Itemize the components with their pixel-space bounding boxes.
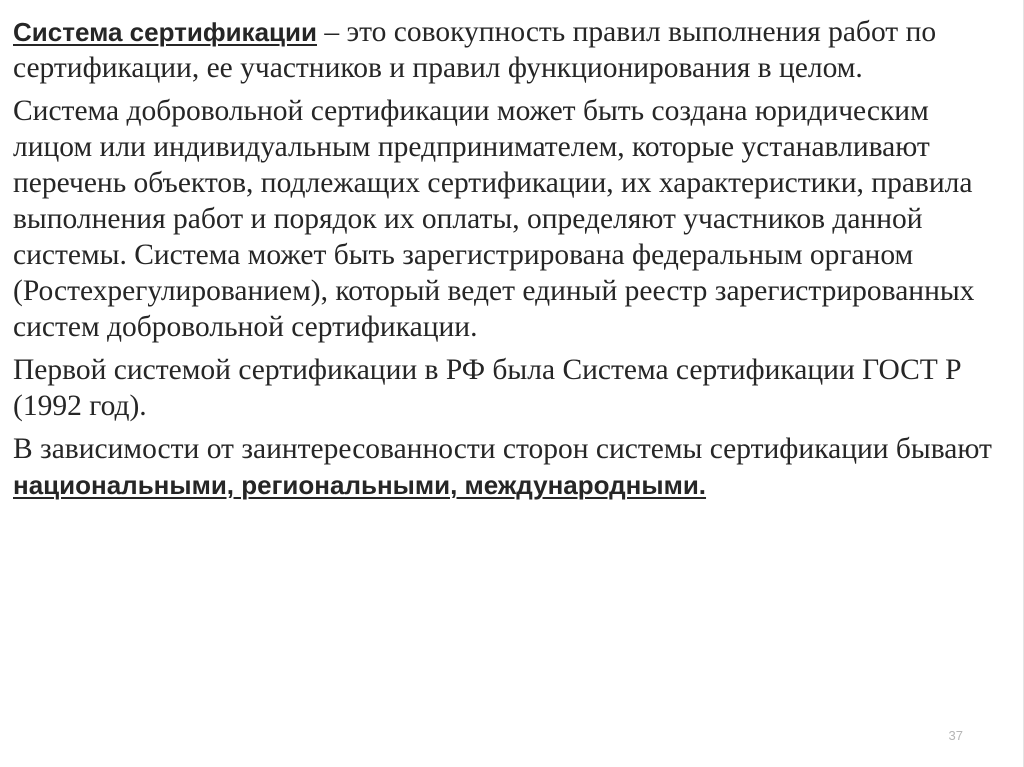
first-system-text: Первой системой сертификации в РФ была Система сертификации ГОСТ Р (1992 год). [13,354,962,422]
slide-body [13,14,1003,510]
paragraph-voluntary-system [13,93,1003,345]
definition-text: – это совокупность правил выполнения работ по сертификации, ее участников и правил функционирования в целом. [13,16,937,84]
paragraph-first-system [13,352,1003,424]
term-certification-system: Система сертификации [13,17,317,47]
system-types-text: В зависимости от заинтересованности сторон системы сертификации бывают [13,433,992,465]
paragraph-system-types [13,431,1003,503]
slide-number: 37 [948,728,963,743]
voluntary-system-text: Система добровольной сертификации может быть создана юридическим лицом или индивидуальным предпринимателем, которые устанавливают перечень объектов, подлежащих сертификации, их характеристики, правила выполнения работ и порядок их оплаты, определяют участников данной системы. Система может быть зарегистрирована федеральным органом (Ростехрегулированием), который ведет единый реестр зарегистрированных систем добровольной сертификации. [13,95,975,343]
term-system-types: национальными, региональными, международными. [13,470,707,500]
paragraph-definition [13,14,1003,86]
